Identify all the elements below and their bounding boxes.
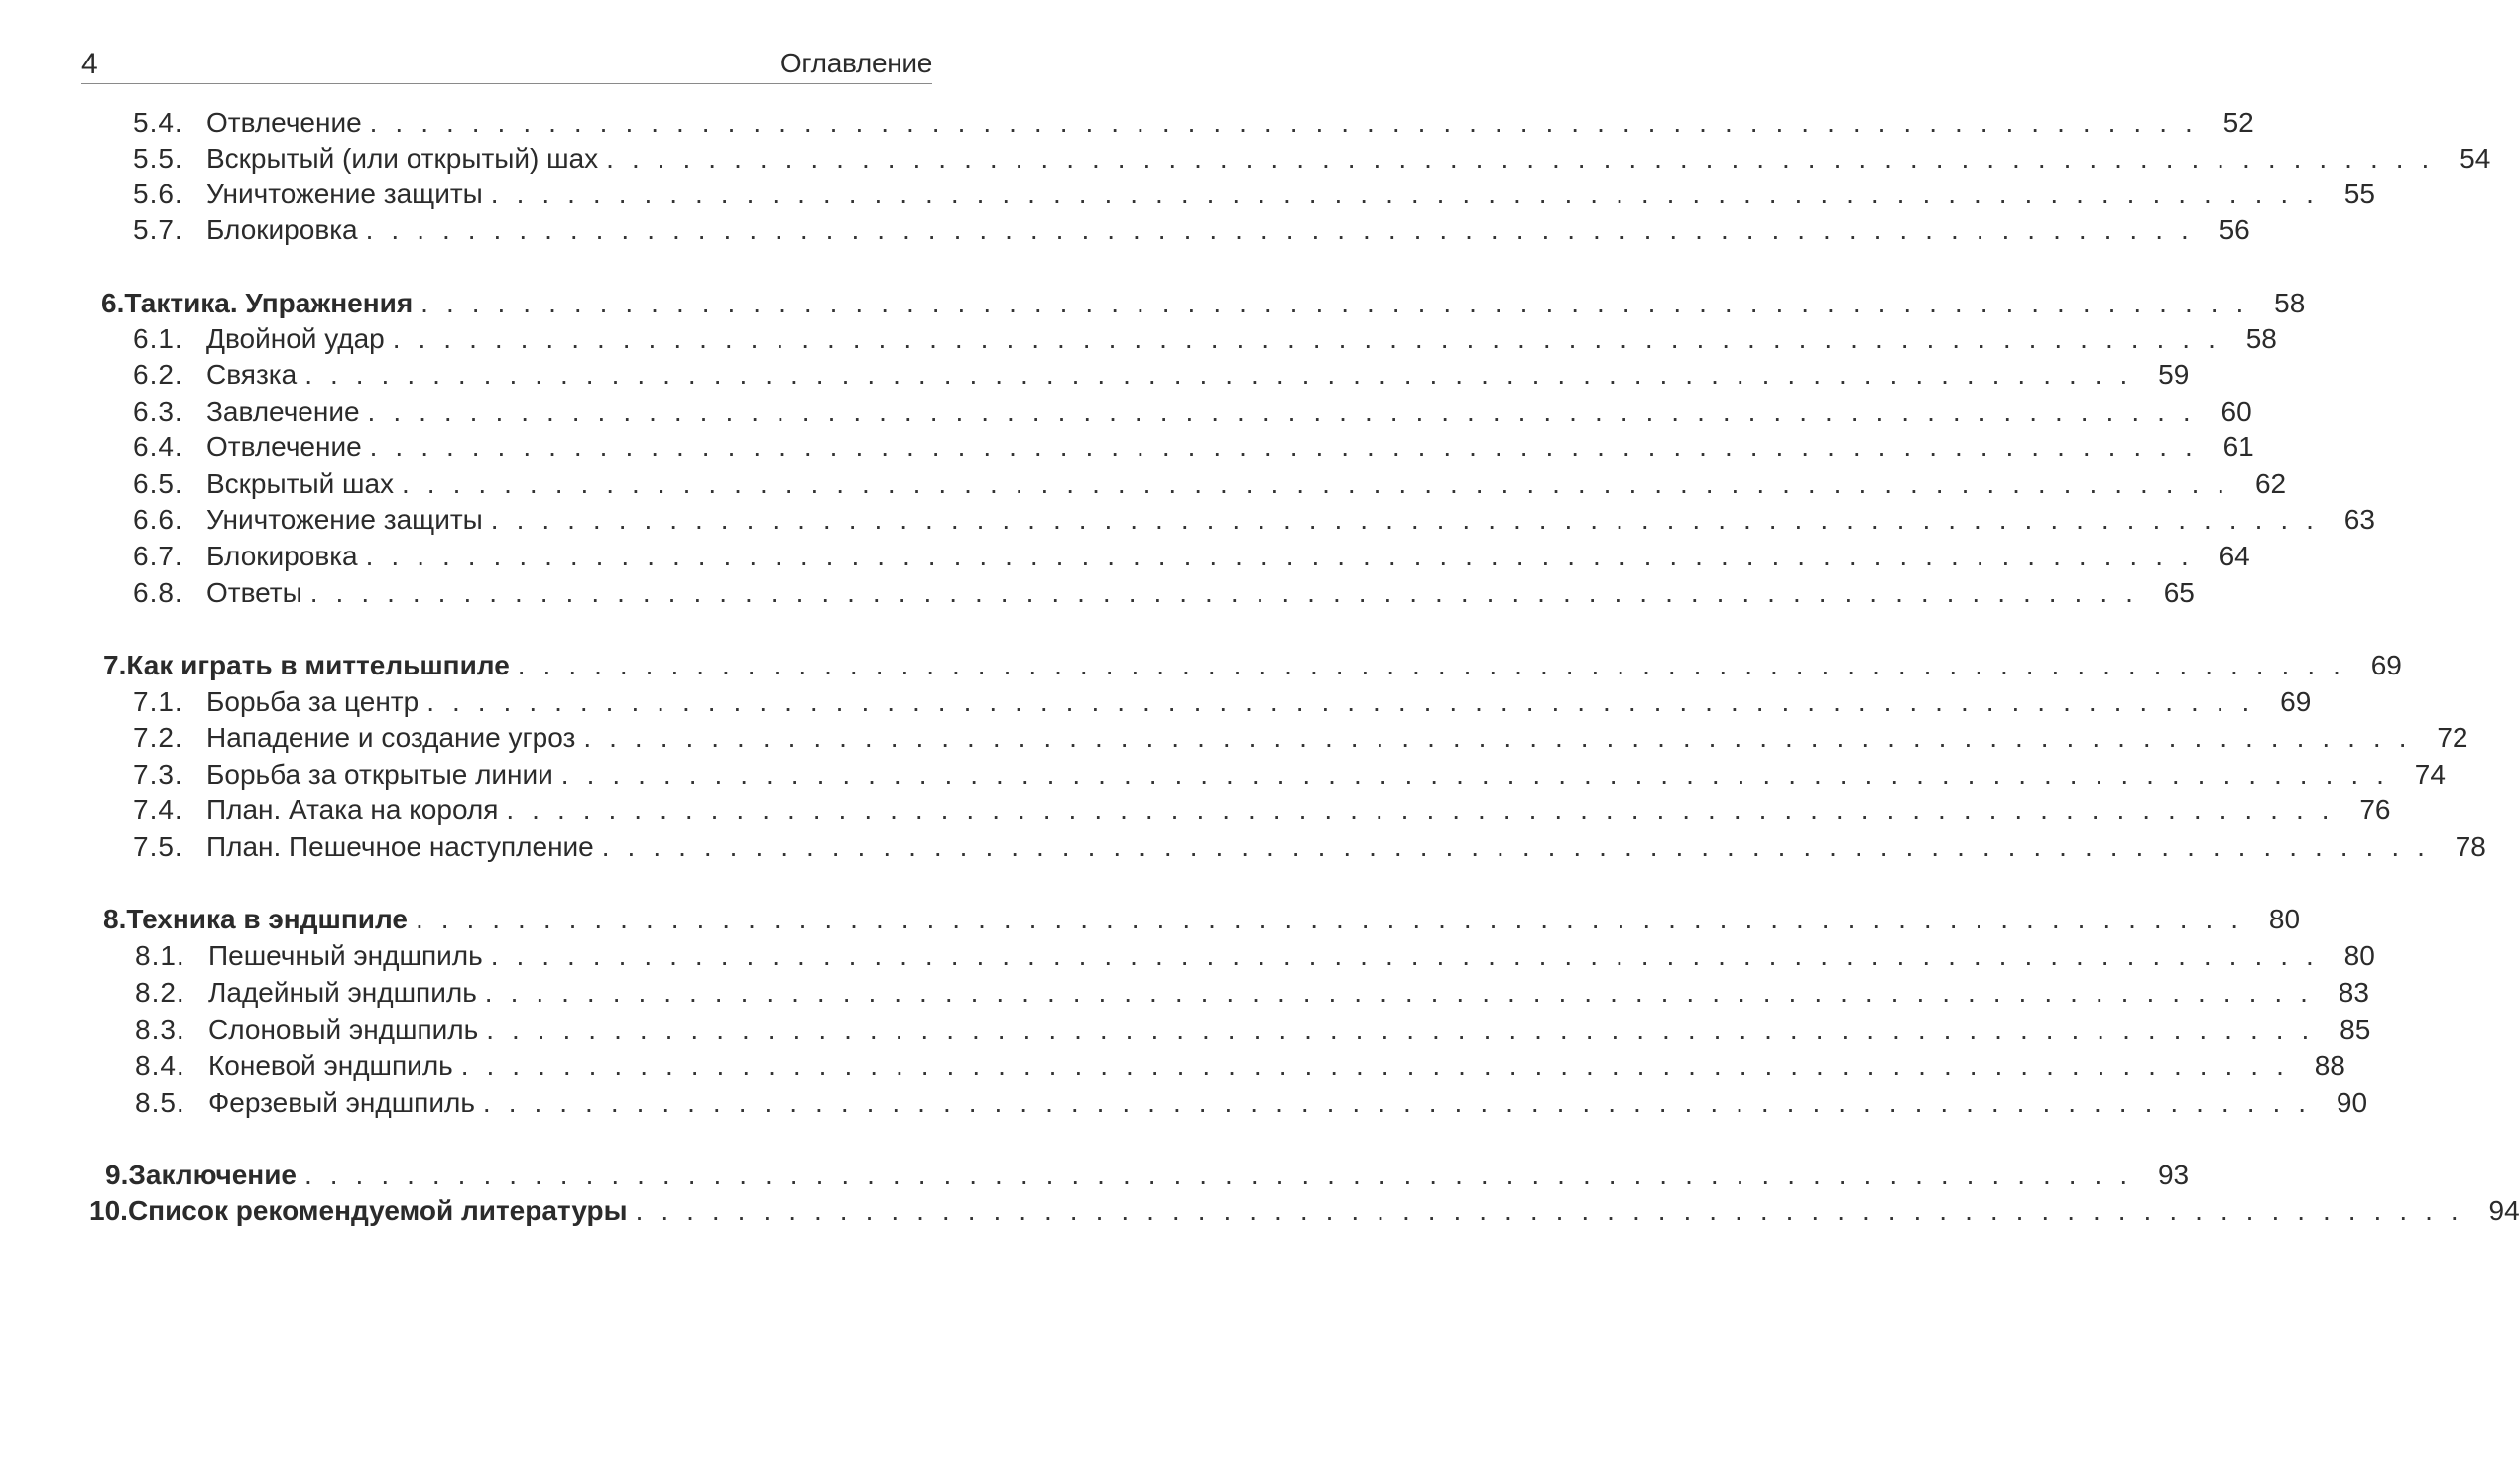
toc-entry [135,975,2369,1011]
dot-leader: ........................................................................ [369,431,2211,462]
toc-entry [133,757,2446,793]
toc-chapter-page: 80 [2268,904,2301,934]
toc-entry [133,394,2252,429]
toc-entry-number: 6.8. [133,577,183,608]
toc-entry [133,212,2250,248]
toc-entry-number: 8.1. [135,940,185,971]
toc-entry [135,1012,2371,1047]
toc-entry-page: 80 [2343,940,2375,971]
dot-leader: ........................................................................ [369,107,2211,138]
toc-entry-title: Нападение и создание угроз [206,722,576,753]
toc-entry-number: 7.4. [133,795,183,825]
toc-chapter-number: 7. [103,650,127,680]
page-number: 4 [81,48,98,80]
toc-chapter [103,902,2301,937]
toc-chapter-title: Заключение [128,1160,297,1190]
dot-leader: ........................................................................ [560,759,2402,790]
dot-leader: ........................................................................ [304,359,2146,390]
toc-entry-number: 6.6. [133,504,183,535]
toc-chapter-number: 8. [103,904,127,934]
toc-entry [133,684,2312,720]
dot-leader: ........................................................................ [365,541,2207,571]
toc-entry-title: Уничтожение защиты [206,179,483,209]
toc-entry-page: 64 [2219,541,2250,571]
toc-chapter-page: 93 [2157,1160,2190,1190]
toc-entry-number: 8.4. [135,1050,185,1081]
toc-entry-page: 63 [2343,504,2375,535]
dot-leader: ........................................................................ [506,795,2347,825]
toc-entry-page: 69 [2280,686,2312,717]
dot-leader: ........................................................................ [309,577,2151,608]
dot-leader: ........................................................................ [601,831,2443,862]
toc-entry-number: 6.4. [133,431,183,462]
dot-leader: ........................................................................ [367,396,2209,427]
dot-leader: ........................................................................ [517,650,2358,680]
toc-entry [133,466,2287,502]
running-title: Оглавление [780,48,932,78]
toc-entry-number: 6.7. [133,541,183,571]
toc-entry-page: 88 [2314,1050,2345,1081]
toc-chapter-title: Техника в эндшпиле [126,904,408,934]
dot-leader: ........................................................................ [486,1014,2328,1044]
toc-entry-number: 6.3. [133,396,183,427]
toc-entry-title: Коневой эндшпиль [208,1050,453,1081]
toc-chapter-number: 10. [89,1195,128,1226]
toc-entry-page: 59 [2158,359,2190,390]
toc-entry [133,177,2375,212]
toc-entry-number: 6.5. [133,468,183,499]
toc-entry-number: 7.5. [133,831,183,862]
toc-chapter [105,1158,2190,1193]
toc-entry-title: Вскрытый (или открытый) шах [206,143,599,174]
toc-entry-page: 54 [2460,143,2491,174]
toc-chapter-title: Тактика. Упражнения [124,288,414,318]
toc-entry [133,321,2277,357]
toc-entry-title: Ответы [206,577,302,608]
toc-entry-page: 61 [2222,431,2254,462]
dot-leader: ........................................................................ [460,1050,2302,1081]
toc-entry-title: Борьба за центр [206,686,420,717]
dot-leader: ........................................................................ [365,214,2207,245]
page-header [81,40,932,84]
toc-entry-title: План. Пешечное наступление [206,831,594,862]
toc-entry [133,357,2190,393]
toc-chapter [101,286,2306,321]
toc-entry [135,1085,2368,1121]
toc-entry [133,793,2391,828]
toc-entry-page: 83 [2338,977,2369,1008]
toc-entry-page: 72 [2437,722,2468,753]
dot-leader: ........................................................................ [426,686,2268,717]
toc-entry-number: 7.1. [133,686,183,717]
toc-entry-number: 8.5. [135,1087,185,1118]
toc-entry [133,105,2254,141]
toc-entry-number: 8.3. [135,1014,185,1044]
toc-chapter-title: Список рекомендуемой литературы [127,1195,628,1226]
toc-entry-page: 85 [2340,1014,2371,1044]
toc-entry-page: 74 [2414,759,2446,790]
dot-leader: ........................................................................ [490,940,2332,971]
toc-entry-number: 7.2. [133,722,183,753]
dot-leader: ........................................................................ [392,323,2233,354]
toc-entry-number: 6.1. [133,323,183,354]
toc-entry-page: 62 [2254,468,2287,499]
toc-entry-page: 56 [2219,214,2250,245]
toc-entry-page: 65 [2163,577,2195,608]
toc-chapter-number: 9. [105,1160,129,1190]
toc-entry-title: Ладейный эндшпиль [208,977,477,1008]
toc-entry [133,575,2195,611]
toc-entry-title: Блокировка [206,214,358,245]
toc-entry-title: Блокировка [206,541,358,571]
toc-entry [133,539,2250,574]
toc-entry-number: 5.5. [133,143,183,174]
toc-entry-page: 90 [2336,1087,2368,1118]
toc-entry-title: Отвлечение [206,431,362,462]
toc-entry-title: План. Атака на короля [206,795,499,825]
toc-entry [135,1048,2345,1084]
toc-entry [135,938,2375,974]
toc-chapter-number: 6. [101,288,125,318]
dot-leader: ........................................................................ [415,904,2257,934]
toc-entry-number: 5.7. [133,214,183,245]
toc-entry-title: Пешечный эндшпиль [208,940,483,971]
toc-chapter [89,1193,2520,1229]
toc-entry-page: 58 [2245,323,2277,354]
dot-leader: ........................................................................ [484,977,2326,1008]
toc-entry [133,720,2468,756]
toc-entry-page: 55 [2343,179,2375,209]
dot-leader: ........................................................................ [490,504,2332,535]
toc-chapter-title: Как играть в миттельшпиле [126,650,510,680]
toc-entry-number: 5.4. [133,107,183,138]
dot-leader: ........................................................................ [420,288,2262,318]
toc-entry-page: 78 [2455,831,2486,862]
toc-entry-number: 7.3. [133,759,183,790]
dot-leader: ........................................................................ [583,722,2425,753]
toc-entry-number: 6.2. [133,359,183,390]
toc-entry-title: Вскрытый шах [206,468,395,499]
dot-leader: ........................................................................ [490,179,2332,209]
toc-entry-number: 8.2. [135,977,185,1008]
dot-leader: ........................................................................ [606,143,2448,174]
toc-chapter-page: 58 [2274,288,2306,318]
toc-entry-title: Ферзевый эндшпиль [208,1087,475,1118]
toc-entry-title: Двойной удар [206,323,385,354]
toc-entry [133,829,2486,865]
toc-entry-title: Борьба за открытые линии [206,759,553,790]
dot-leader: ........................................................................ [635,1195,2476,1226]
toc-entry-title: Уничтожение защиты [206,504,483,535]
toc-entry-page: 60 [2220,396,2252,427]
toc-entry [133,141,2491,177]
toc-entry-title: Связка [206,359,298,390]
dot-leader: ........................................................................ [304,1160,2146,1190]
dot-leader: ........................................................................ [402,468,2243,499]
toc-entry-page: 76 [2359,795,2391,825]
toc-entry-number: 5.6. [133,179,183,209]
toc-entry-title: Отвлечение [206,107,362,138]
dot-leader: ........................................................................ [482,1087,2325,1118]
toc-chapter-page: 94 [2488,1195,2520,1226]
toc-entry [133,502,2375,538]
toc-chapter [103,648,2402,683]
toc-entry-page: 52 [2222,107,2254,138]
toc-entry-title: Завлечение [206,396,360,427]
toc-chapter-page: 69 [2370,650,2402,680]
toc-entry-title: Слоновый эндшпиль [208,1014,479,1044]
toc-entry [133,429,2254,465]
